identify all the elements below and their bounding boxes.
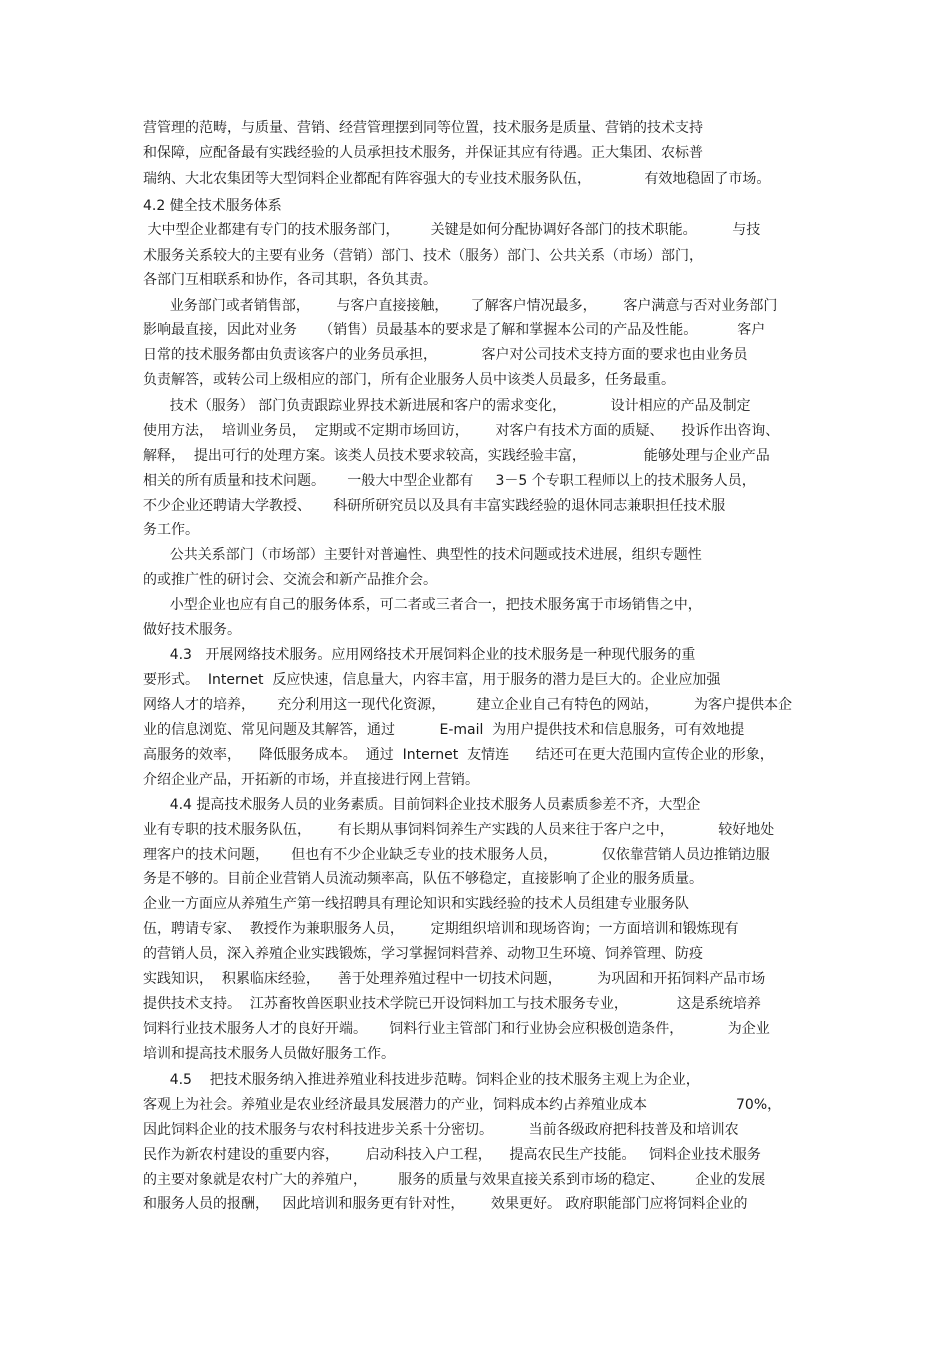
text-line: 因此饲料企业的技术服务与农村科技进步关系十分密切。 当前各级政府把科技普及和培训农 xyxy=(143,1122,739,1138)
text-line: 的营销人员，深入养殖企业实践锻炼，学习掌握饲料营养、动物卫生环境、饲养管理、防疫 xyxy=(143,946,703,962)
text-line: 和保障，应配备最有实践经验的人员承担技术服务，并保证其应有待遇。正大集团、农标普 xyxy=(143,145,703,161)
text-line: 相关的所有质量和技术问题。 一般大中型企业都有 3－5 个专职工程师以上的技术服务人员， xyxy=(143,473,756,489)
text-line: 高服务的效率， 降低服务成本。 通过 Internet 友情连 结还可在更大范围内宣传企业的形象， xyxy=(143,747,774,763)
text-line: 介绍企业产品，开拓新的市场，并直接进行网上营销。 xyxy=(143,772,479,788)
text-line: 小型企业也应有自己的服务体系，可二者或三者合一，把技术服务寓于市场销售之中， xyxy=(143,597,702,613)
text-line: 务是不够的。目前企业营销人员流动频率高，队伍不够稳定，直接影响了企业的服务质量。 xyxy=(143,871,703,887)
text-line: 4.3 开展网络技术服务。应用网络技术开展饲料企业的技术服务是一种现代服务的重 xyxy=(143,647,696,663)
text-line: 务工作。 xyxy=(143,522,199,538)
text-line: 使用方法， 培训业务员， 定期或不定期市场回访， 对客户有技术方面的质疑、 投诉作出咨询、 xyxy=(143,423,780,439)
text-line: 术服务关系较大的主要有业务（营销）部门、技术（服务）部门、公共关系（市场）部门， xyxy=(143,248,703,264)
section-heading: 4.2 健全技术服务体系 xyxy=(143,198,282,214)
text-line: 日常的技术服务都由负责该客户的业务员承担， 客户对公司技术支持方面的要求也由业务员 xyxy=(143,347,748,363)
text-line: 影响最直接，因此对业务 （销售）员最基本的要求是了解和掌握本公司的产品及性能。 客户 xyxy=(143,322,766,338)
text-line: 伍，聘请专家、 教授作为兼职服务人员， 定期组织培训和现场咨询；一方面培训和锻炼现有 xyxy=(143,921,739,937)
text-line: 网络人才的培养， 充分利用这一现代化资源， 建立企业自己有特色的网站， 为客户提供本企 xyxy=(143,697,793,713)
text-line: 瑞纳、大北农集团等大型饲料企业都配有阵容强大的专业技术服务队伍， 有效地稳固了市场。 xyxy=(143,171,771,187)
text-line: 各部门互相联系和协作，各司其职，各负其责。 xyxy=(143,272,437,288)
text-line: 客观上为社会。养殖业是农业经济最具发展潜力的产业，饲料成本约占养殖业成本 70%， xyxy=(143,1097,782,1113)
text-line: 的主要对象就是农村广大的养殖户， 服务的质量与效果直接关系到市场的稳定、 企业的发展 xyxy=(143,1172,766,1188)
text-line: 公共关系部门（市场部）主要针对普遍性、典型性的技术问题或技术进展，组织专题性 xyxy=(143,547,702,563)
text-line: 理客户的技术问题， 但也有不少企业缺乏专业的技术服务人员， 仅依靠营销人员边推销边服 xyxy=(143,847,770,863)
text-line: 提供技术支持。 江苏畜牧兽医职业技术学院已开设饲料加工与技术服务专业， 这是系统培养 xyxy=(143,996,761,1012)
text-line: 要形式。 Internet 反应快速，信息量大，内容丰富，用于服务的潜力是巨大的。企业应加强 xyxy=(143,672,721,688)
text-line: 4.4 提高技术服务人员的业务素质。目前饲料企业技术服务人员素质参差不齐，大型企 xyxy=(143,797,701,813)
text-line: 4.5 把技术服务纳入推进养殖业科技进步范畴。饲料企业的技术服务主观上为企业， xyxy=(143,1072,700,1088)
text-line: 业有专职的技术服务队伍， 有长期从事饲料饲养生产实践的人员来往于客户之中， 较好地处 xyxy=(143,822,775,838)
text-line: 民作为新农村建设的重要内容， 启动科技入户工程， 提高农民生产技能。 饲料企业技术服务 xyxy=(143,1147,761,1163)
text-line: 业务部门或者销售部， 与客户直接接触， 了解客户情况最多， 客户满意与否对业务部门 xyxy=(143,298,778,314)
text-line: 的或推广性的研讨会、交流会和新产品推介会。 xyxy=(143,572,437,588)
text-line: 做好技术服务。 xyxy=(143,622,241,638)
text-line: 负责解答，或转公司上级相应的部门，所有企业服务人员中该类人员最多，任务最重。 xyxy=(143,372,675,388)
text-line: 饲料行业技术服务人才的良好开端。 饲料行业主管部门和行业协会应积极创造条件， 为企业 xyxy=(143,1021,770,1037)
text-line: 企业一方面应从养殖生产第一线招聘具有理论知识和实践经验的技术人员组建专业服务队 xyxy=(143,896,689,912)
text-line: 实践知识， 积累临床经验， 善于处理养殖过程中一切技术问题， 为巩固和开拓饲料产品市场 xyxy=(143,971,766,987)
text-line: 和服务人员的报酬， 因此培训和服务更有针对性， 效果更好。 政府职能部门应将饲料企业的 xyxy=(143,1196,748,1212)
text-line: 培训和提高技术服务人员做好服务工作。 xyxy=(143,1046,395,1062)
text-line: 大中型企业都建有专门的技术服务部门， 关键是如何分配协调好各部门的技术职能。 与技 xyxy=(143,222,761,238)
text-line: 业的信息浏览、常见问题及其解答，通过 E-mail 为用户提供技术和信息服务，可有效地提 xyxy=(143,722,745,738)
text-line: 不少企业还聘请大学教授、 科研所研究员以及具有丰富实践经验的退休同志兼职担任技术服 xyxy=(143,498,726,514)
text-line: 营管理的范畴，与质量、营销、经营管理摆到同等位置，技术服务是质量、营销的技术支持 xyxy=(143,120,703,136)
text-line: 解释， 提出可行的处理方案。该类人员技术要求较高，实践经验丰富， 能够处理与企业产品 xyxy=(143,448,770,464)
text-line: 技术（服务） 部门负责跟踪业界技术新进展和客户的需求变化， 设计相应的产品及制定 xyxy=(143,398,751,414)
